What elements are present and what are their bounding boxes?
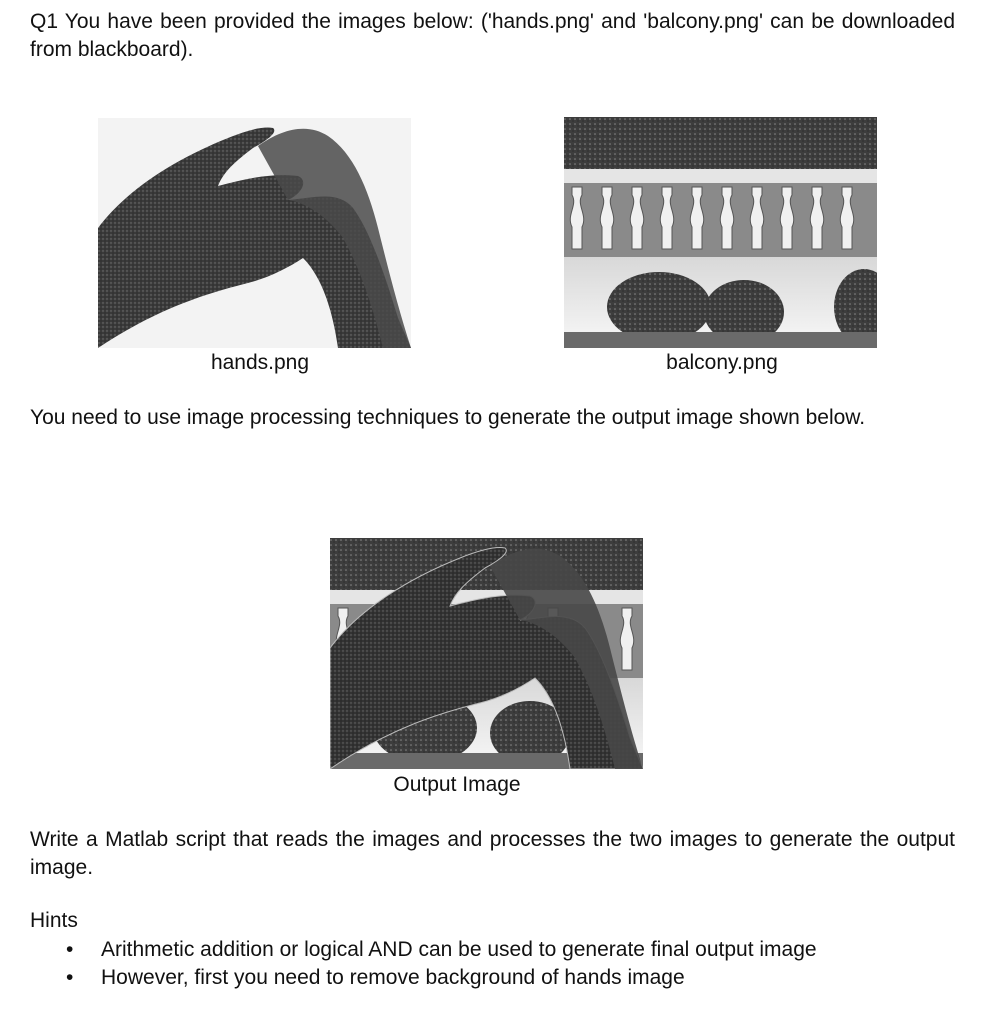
hint-text: However, first you need to remove background of hands image: [101, 966, 685, 989]
hint-item: [30, 936, 817, 964]
output-caption: Output Image: [393, 773, 521, 796]
hints-title: Hints: [30, 909, 78, 932]
output-image: [330, 538, 643, 769]
question-instruction: You need to use image processing techniques to generate the output image shown below.: [30, 406, 866, 429]
hands-caption: hands.png: [210, 351, 310, 374]
question-intro: Q1 You have been provided the images below: ('hands.png' and 'balcony.png' can be downloaded from blackboard).: [30, 10, 955, 61]
hands-image: [98, 118, 411, 348]
bullet-icon: •: [66, 966, 74, 989]
hints-list: [30, 936, 817, 992]
hint-item: [30, 964, 817, 992]
balcony-caption: balcony.png: [666, 351, 778, 374]
question-task: Write a Matlab script that reads the images and processes the two images to generate the output image.: [30, 828, 955, 879]
bullet-icon: •: [66, 938, 74, 961]
hint-text: Arithmetic addition or logical AND can be used to generate final output image: [101, 938, 817, 961]
balcony-image: [564, 117, 877, 348]
